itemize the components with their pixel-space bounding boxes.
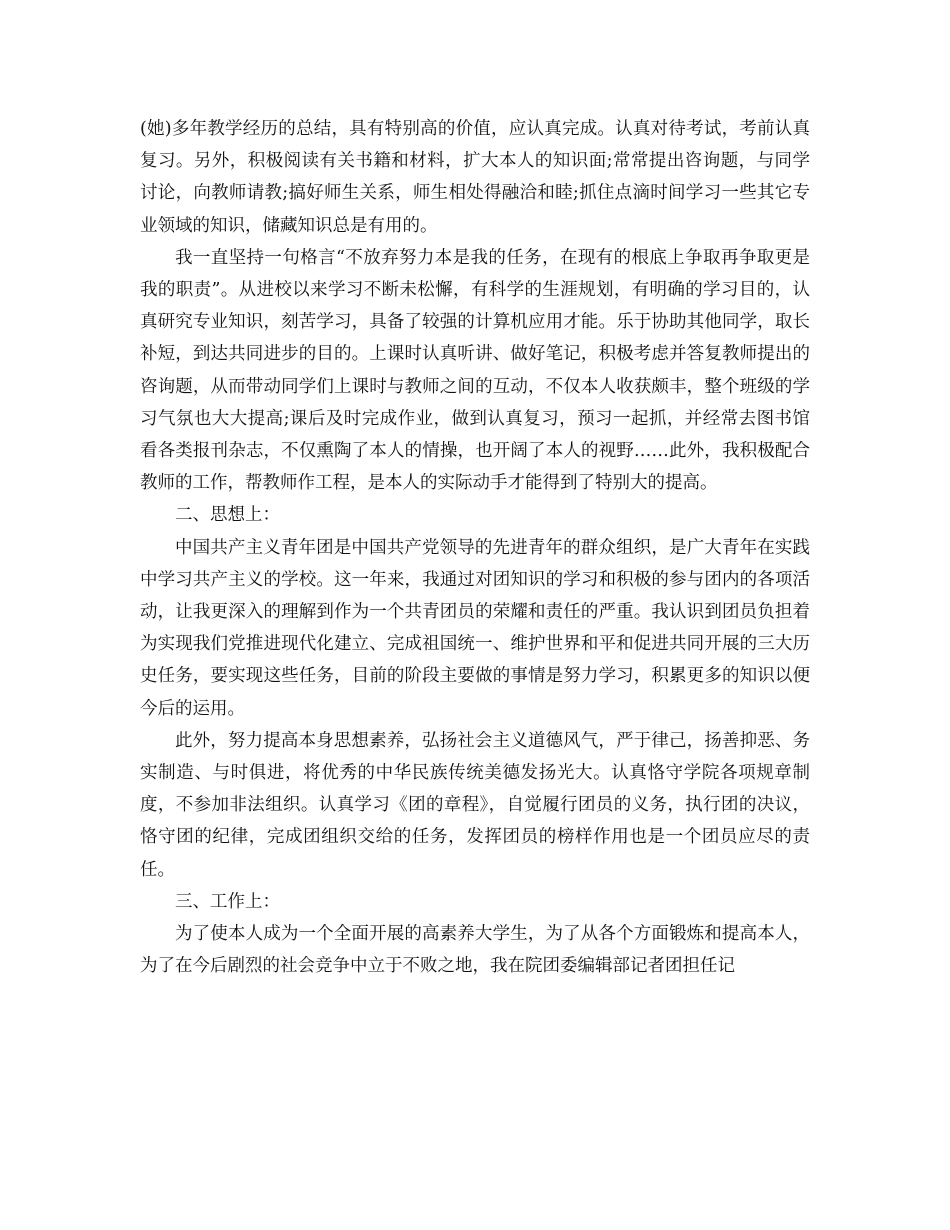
- document-body: [140, 113, 810, 982]
- paragraph-motto: 我一直坚持一句格言“不放弃努力本是我的任务，在现有的根底上争取再争取更是我的职责”。从进校以来学习不断未松懈，有科学的生涯规划，有明确的学习目的，认真研究专业知识，刻苦学习，具备了较强的计算机应用才能。乐于协助其他同学，取长补短，到达共同进步的目的。上课时认真听讲、做好笔记，积极考虑并答复教师提出的咨询题，从而带动同学们上课时与教师之间的互动，不仅本人收获颇丰，整个班级的学习气氛也大大提高;课后及时完成作业，做到认真复习，预习一起抓，并经常去图书馆看各类报刊杂志，不仅熏陶了本人的情操，也开阔了本人的视野……此外，我积极配合教师的工作，帮教师作工程，是本人的实际动手才能得到了特别大的提高。: [140, 247, 810, 494]
- paragraph-study-continued: (她)多年教学经历的总结，具有特别高的价值，应认真完成。认真对待考试，考前认真复习。另外，积极阅读有关书籍和材料，扩大本人的知识面;常常提出咨询题，与同学讨论，向教师请教;搞好师生关系，师生相处得融洽和睦;抓住点滴时间学习一些其它专业领域的知识，储藏知识总是有用的。: [140, 119, 810, 236]
- paragraph-ideology: 此外，努力提高本身思想素养，弘扬社会主义道德风气，严于律己，扬善抑恶、务实制造、与时俱进，将优秀的中华民族传统美德发扬光大。认真恪守学院各项规章制度，不参加非法组织。认真学习《团的章程》，自觉履行团员的义务，执行团的决议，恪守团的纪律，完成团组织交给的任务，发挥团员的榜样作用也是一个团员应尽的责任。: [140, 730, 810, 880]
- section-heading-thought: 二、思想上：: [175, 505, 280, 526]
- section-heading-work: 三、工作上：: [175, 891, 280, 912]
- paragraph-youth-league: 中国共产主义青年团是中国共产党领导的先进青年的群众组织，是广大青年在实践中学习共产主义的学校。这一年来，我通过对团知识的学习和积极的参与团内的各项活动，让我更深入的理解到作为一个共青团员的荣耀和责任的严重。我认识到团员负担着为实现我们党推进现代化建立、完成祖国统一、维护世界和平和促进共同开展的三大历史任务，要实现这些任务，目前的阶段主要做的事情是努力学习，积累更多的知识以便今后的运用。: [140, 537, 810, 719]
- paragraph-work: 为了使本人成为一个全面开展的高素养大学生，为了从各个方面锻炼和提高本人，为了在今后剧烈的社会竞争中立于不败之地，我在院团委编辑部记者团担任记: [140, 924, 810, 977]
